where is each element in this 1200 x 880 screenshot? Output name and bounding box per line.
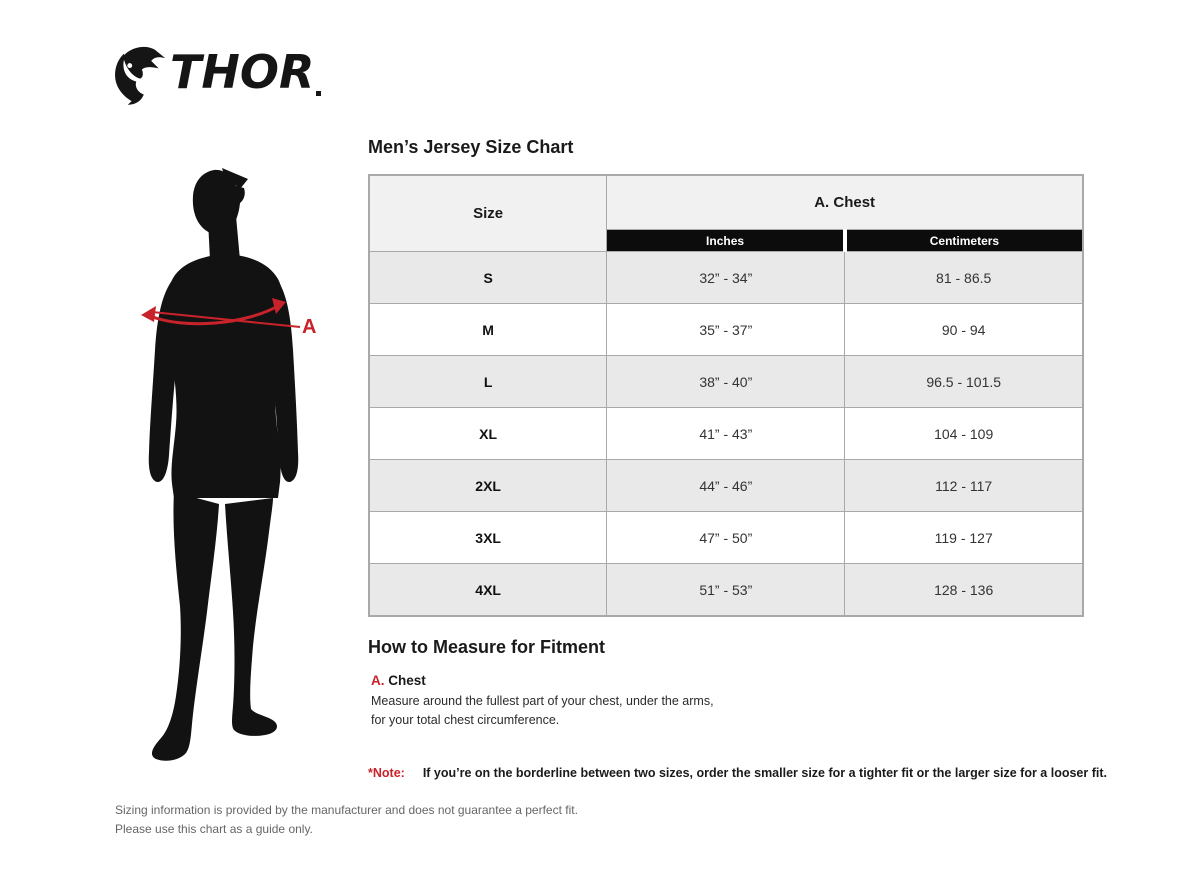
note-label: *Note: <box>368 766 405 780</box>
centimeters-subheader: Centimeters <box>845 230 1083 252</box>
table-row <box>369 304 1083 356</box>
measure-item-description: Measure around the fullest part of your chest, under the arms, for your total chest circumference. <box>371 694 714 728</box>
centimeters-cell: 128 - 136 <box>845 564 1083 617</box>
measure-item-name: Chest <box>388 673 426 688</box>
inches-cell: 38” - 40” <box>607 356 845 408</box>
disclaimer-line-2: Please use this chart as a guide only. <box>115 822 313 837</box>
size-cell: M <box>369 304 607 356</box>
centimeters-cell: 104 - 109 <box>845 408 1083 460</box>
size-column-header: Size <box>369 175 607 252</box>
thor-logo <box>112 40 321 106</box>
note-text: If you’re on the borderline between two sizes, order the smaller size for a tighter fit or the larger size for a looser fit. <box>422 766 1107 780</box>
table-row <box>369 512 1083 564</box>
measure-instruction-chest <box>371 673 731 731</box>
disclaimer-footer <box>115 801 578 839</box>
logo-trademark-dot <box>316 91 321 96</box>
measure-item-key: A. <box>371 673 385 688</box>
table-row <box>369 252 1083 304</box>
inches-cell: 44” - 46” <box>607 460 845 512</box>
logo-eye-notch <box>127 63 132 68</box>
size-cell: 2XL <box>369 460 607 512</box>
sizing-note <box>368 766 1107 780</box>
size-cell: L <box>369 356 607 408</box>
disclaimer-line-1: Sizing information is provided by the manufacturer and does not guarantee a perfect fit. <box>115 803 578 817</box>
table-row <box>369 356 1083 408</box>
centimeters-cell: 119 - 127 <box>845 512 1083 564</box>
inches-cell: 47” - 50” <box>607 512 845 564</box>
inches-cell: 35” - 37” <box>607 304 845 356</box>
centimeters-cell: 90 - 94 <box>845 304 1083 356</box>
centimeters-cell: 112 - 117 <box>845 460 1083 512</box>
table-row <box>369 564 1083 617</box>
inches-cell: 41” - 43” <box>607 408 845 460</box>
thor-ram-logo-icon <box>112 42 168 106</box>
header-row <box>369 175 1083 230</box>
how-to-measure-title: How to Measure for Fitment <box>368 637 606 657</box>
size-cell: XL <box>369 408 607 460</box>
male-silhouette-illustration <box>128 166 340 766</box>
measurement-figure <box>128 166 340 766</box>
centimeters-cell: 96.5 - 101.5 <box>845 356 1083 408</box>
size-cell: S <box>369 252 607 304</box>
inches-cell: 32” - 34” <box>607 252 845 304</box>
measure-item-label <box>371 673 731 688</box>
table-row <box>369 408 1083 460</box>
size-chart-title: Men’s Jersey Size Chart <box>368 137 574 157</box>
inches-cell: 51” - 53” <box>607 564 845 617</box>
logo-wordmark: THOR <box>170 45 315 99</box>
table-row <box>369 460 1083 512</box>
chest-group-header: A. Chest <box>607 175 1083 230</box>
centimeters-cell: 81 - 86.5 <box>845 252 1083 304</box>
size-chart-table <box>368 174 1084 617</box>
inches-subheader: Inches <box>607 230 845 252</box>
size-cell: 4XL <box>369 564 607 617</box>
chest-point-label: A <box>302 316 317 338</box>
size-cell: 3XL <box>369 512 607 564</box>
